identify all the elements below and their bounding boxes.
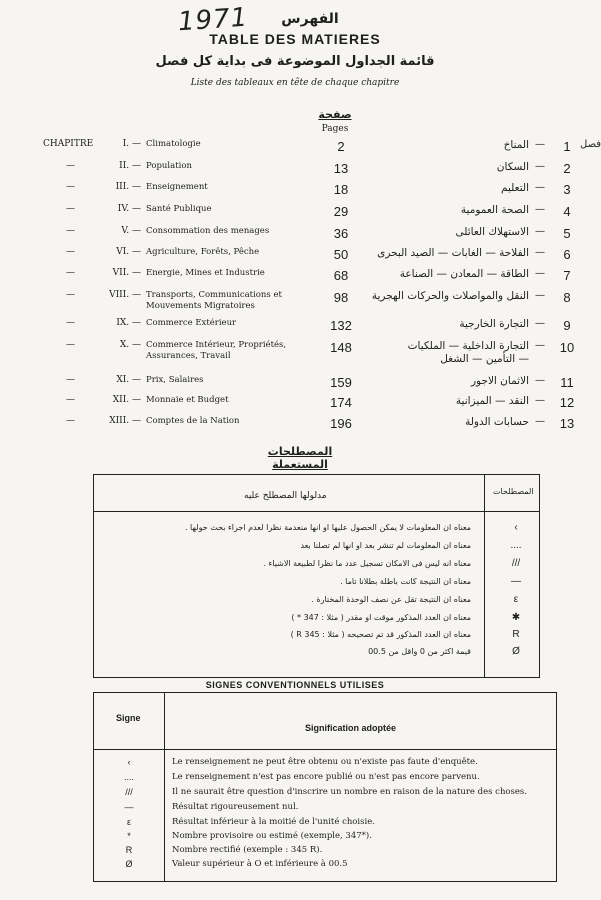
divider [484, 511, 485, 677]
chapter-page: 68 [333, 268, 349, 283]
arabic-legend-symbol: Ø [512, 646, 520, 657]
chapter-title: Enseignement [146, 182, 208, 192]
divider [164, 749, 165, 881]
arabic-legend-text: معناه ان النتيجة كانت باطلة بطلانا تاما . [340, 577, 471, 586]
chapter-number: I. — [122, 139, 141, 149]
arabic-legend-title: المصطلحات المستعملة [267, 445, 333, 471]
arabic-col-meaning: مدلولها المصطلح عليه [244, 491, 327, 501]
chapter-number: IX. — [116, 318, 141, 328]
chapter-arabic-title: الاستهلاك العائلى [455, 226, 529, 238]
chapter-title: Monnaie et Budget [146, 395, 229, 405]
arabic-legend-text: معناه انه ليس فى الامكان تسجيل عدد ما نظرا لطبيعة الاشياء . [263, 559, 471, 568]
arabic-legend-text: معناه ان العدد المذكور قد تم تصحيحه ( مثلا : 345 R ) [290, 630, 471, 639]
handwritten-year: 1971 [177, 2, 250, 38]
french-legend-symbol: .... [123, 772, 134, 782]
chapter-number: III. — [115, 182, 141, 192]
arabic-chapter-number: 1 [563, 139, 571, 154]
toc-row [0, 226, 596, 246]
french-legend-symbol: — [124, 802, 134, 812]
toc-row [0, 204, 596, 224]
chapter-arabic-title: حسابات الدولة [465, 416, 529, 428]
arabic-chapter-number: 9 [563, 318, 571, 333]
chapter-title: Santé Publique [146, 204, 212, 214]
chapter-dash: — [66, 226, 75, 236]
arabic-col-sign: المصطلحات [493, 487, 534, 496]
french-legend-header-sign [94, 693, 165, 750]
arabic-legend-symbol: .... [510, 540, 522, 551]
chapitre-label: CHAPITRE [43, 139, 94, 149]
chapter-arabic-title: التجارة الداخلية — الملكيات — التأمين — الشغل [407, 340, 529, 365]
arabic-chapter-number: 13 [559, 416, 575, 431]
chapter-title: Climatologie [146, 139, 201, 149]
chapter-page: 174 [330, 395, 352, 410]
french-legend-text: Résultat rigoureusement nul. [172, 802, 299, 812]
col-sign: Signe [116, 713, 141, 723]
arabic-legend-text: معناه ان المعلومات لم تنشر بعد او انها لم تصلنا بعد [300, 541, 471, 550]
chapter-number: XII. — [112, 395, 141, 405]
chapter-arabic-title: الاثمان الاجور [470, 375, 529, 387]
toc-row [0, 318, 596, 338]
chapter-page: 36 [333, 226, 349, 241]
chapter-title: Prix, Salaires [146, 375, 204, 385]
arabic-legend-text: معناه ان النتيجة تقل عن نصف الوحدة المختارة . [311, 595, 471, 604]
french-legend-text: Le renseignement n'est pas encore publié ou n'est pas encore parvenu. [172, 772, 480, 782]
arabic-dash: — [535, 375, 545, 386]
chapter-arabic-title: الطاقة — المعادن — الصناعة [399, 268, 529, 280]
chapter-arabic-title: الفلاحة — الغابات — الصيد البحرى [377, 247, 529, 259]
arabic-chapter-number: 7 [563, 268, 571, 283]
arabic-dash: — [535, 139, 545, 150]
arabic-dash: — [535, 226, 545, 237]
page-title: TABLE DES MATIERES [209, 31, 381, 47]
chapter-title: Commerce Intérieur, Propriétés, Assurances, Travail [146, 340, 287, 361]
chapter-page: 13 [333, 161, 349, 176]
arabic-chapter-number: 10 [559, 340, 575, 355]
chapter-title: Population [146, 161, 192, 171]
pages-label: Pages [321, 124, 349, 134]
arabic-chapter-number: 12 [559, 395, 575, 410]
french-legend-text: Nombre rectifié (exemple : 345 R). [172, 845, 323, 855]
chapter-title: Commerce Extérieur [146, 318, 237, 328]
arabic-dash: — [535, 340, 545, 351]
chapter-dash: — [66, 290, 75, 300]
chapter-arabic-title: التعليم [501, 182, 529, 194]
arabic-chapter-number: 5 [563, 226, 571, 241]
chapter-page: 50 [333, 247, 349, 262]
arabic-legend-text: معناه ان المعلومات لا يمكن الحصول عليها او انها منعدمة نظرا لعدم اجراء بحث حولها . [184, 523, 471, 532]
toc-row [0, 375, 596, 395]
chapter-arabic-title: النقل والمواصلات والحركات الهجرية [371, 290, 529, 302]
chapter-page: 159 [330, 375, 352, 390]
chapter-page: 148 [330, 340, 352, 355]
arabic-dash: — [535, 416, 545, 427]
arabic-pages-label: صفحة [318, 108, 352, 121]
chapter-arabic-title: المناخ [503, 139, 529, 151]
chapter-title: Consommation des menages [146, 226, 270, 236]
french-legend-symbol: /// [125, 787, 133, 797]
arabic-legend-header-sign [485, 475, 539, 512]
chapter-arabic-title: الصحة العمومية [460, 204, 529, 216]
arabic-legend-symbol: /// [511, 558, 521, 569]
chapter-number: II. — [119, 161, 141, 171]
arabic-chapter-number: 4 [563, 204, 571, 219]
chapter-number: VI. — [116, 247, 141, 257]
arabic-legend-symbol: R [512, 629, 520, 640]
chapter-dash: — [66, 268, 75, 278]
chapter-number: VII. — [112, 268, 141, 278]
french-legend-table [93, 692, 557, 882]
french-legend-text: Résultat inférieur à la moitié de l'unité choisie. [172, 817, 375, 827]
arabic-chapter-label: فصل [580, 139, 601, 150]
arabic-legend-symbol: ε [513, 594, 519, 605]
chapter-dash: — [66, 416, 75, 426]
chapter-page: 98 [333, 290, 349, 305]
chapter-title: Transports, Communications et Mouvements Migratoires [146, 290, 282, 311]
arabic-chapter-number: 11 [560, 375, 574, 390]
french-legend-symbol: * [127, 831, 131, 841]
chapter-dash: — [66, 340, 75, 350]
toc-row [0, 182, 596, 202]
arabic-chapter-number: 2 [563, 161, 571, 176]
french-legend-text: Il ne saurait être question d'inscrire un nombre en raison de la nature des choses. [172, 787, 527, 797]
arabic-dash: — [535, 161, 545, 172]
chapter-number: XI. — [116, 375, 141, 385]
arabic-subtitle: قائمة الجداول الموضوعة فى بداية كل فصل [155, 54, 435, 69]
toc-row [0, 340, 596, 365]
french-legend-text: Le renseignement ne peut être obtenu ou n'existe pas faute d'enquête. [172, 757, 478, 767]
chapter-arabic-title: التجارة الخارجية [459, 318, 529, 330]
chapter-number: XIII. — [109, 416, 141, 426]
arabic-chapter-number: 3 [563, 182, 571, 197]
chapter-number: VIII. — [109, 290, 141, 300]
chapter-page: 18 [333, 182, 349, 197]
french-legend-symbol: Ø [125, 859, 133, 869]
toc-row [0, 290, 596, 310]
arabic-title: الفهرس [281, 11, 339, 27]
chapter-page: 196 [330, 416, 352, 431]
arabic-dash: — [535, 268, 545, 279]
toc-row [0, 395, 596, 415]
arabic-chapter-number: 6 [563, 247, 571, 262]
arabic-dash: — [535, 318, 545, 329]
chapter-number: IV. — [117, 204, 141, 214]
chapter-arabic-title: النقد — الميزانية [455, 395, 529, 407]
toc-row [0, 139, 601, 159]
toc-row [0, 247, 596, 267]
french-legend-header-meaning [165, 693, 556, 750]
chapter-dash: — [66, 161, 75, 171]
arabic-legend-symbol: ✱ [511, 612, 521, 623]
page-subtitle: Liste des tableaux en tête de chaque chapitre [190, 78, 400, 88]
arabic-dash: — [535, 290, 545, 301]
arabic-chapter-number: 8 [563, 290, 571, 305]
french-legend-text: Valeur supérieur à O et inférieure à 00.5 [172, 859, 348, 869]
chapter-dash: — [66, 318, 75, 328]
signes-title: SIGNES CONVENTIONNELS UTILISES [205, 680, 385, 690]
arabic-legend-text: قيمة اكثر من 0 واقل من 00.5 [368, 647, 471, 656]
chapter-dash: — [66, 182, 75, 192]
chapter-dash: — [66, 247, 75, 257]
chapter-title: Energie, Mines et Industrie [146, 268, 265, 278]
arabic-legend-symbol: ‹ [514, 522, 518, 533]
chapter-title: Comptes de la Nation [146, 416, 240, 426]
arabic-legend-header-meaning [94, 475, 485, 512]
chapter-page: 29 [333, 204, 349, 219]
arabic-legend-text: معناه ان العدد المذكور موقت او مقدر ( مثلا : 347 * ) [291, 613, 471, 622]
chapter-title: Agriculture, Forêts, Pêche [146, 247, 260, 257]
arabic-dash: — [535, 182, 545, 193]
arabic-dash: — [535, 247, 545, 258]
chapter-arabic-title: السكان [496, 161, 529, 173]
french-legend-text: Nombre provisoire ou estimé (exemple, 347*). [172, 831, 372, 841]
chapter-page: 2 [337, 139, 345, 154]
french-legend-symbol: R [125, 845, 133, 855]
toc-row [0, 161, 596, 181]
toc-row [0, 268, 596, 288]
french-legend-symbol: ‹ [127, 757, 131, 767]
toc-row [0, 416, 596, 436]
chapter-dash: — [66, 375, 75, 385]
french-legend-symbol: ε [126, 817, 131, 827]
chapter-page: 132 [330, 318, 352, 333]
arabic-dash: — [535, 204, 545, 215]
col-meaning: Signification adoptée [305, 723, 397, 733]
chapter-number: V. — [121, 226, 141, 236]
arabic-legend-symbol: — [511, 576, 521, 587]
arabic-legend-table [93, 474, 540, 678]
chapter-dash: — [66, 204, 75, 214]
chapter-dash: — [66, 395, 75, 405]
chapter-number: X. — [119, 340, 141, 350]
arabic-dash: — [535, 395, 545, 406]
